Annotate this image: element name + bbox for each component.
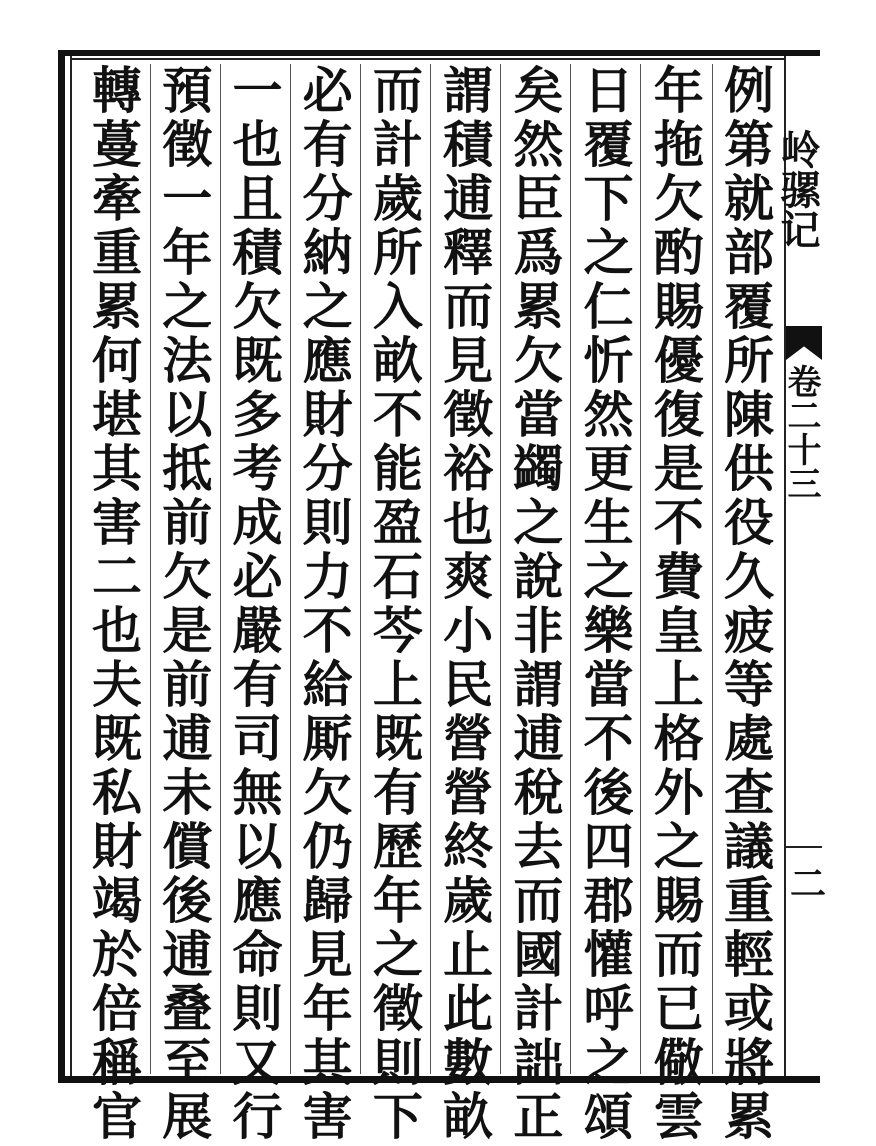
text-char: 其 (302, 1033, 353, 1092)
text-char: 之 (372, 925, 423, 984)
text-char: 於 (92, 925, 142, 984)
text-char: 生 (583, 493, 634, 552)
text-column (88, 61, 146, 1146)
text-char: 財 (92, 817, 142, 876)
text-char: 有 (232, 655, 283, 714)
text-char: 等 (723, 655, 774, 714)
text-char: 欠 (302, 763, 353, 822)
text-char: 私 (92, 763, 142, 822)
text-char: 復 (653, 385, 704, 444)
text-char: 酌 (653, 223, 704, 282)
text-char: 之 (583, 547, 634, 606)
text-char: 納 (302, 223, 353, 282)
text-char: 役 (723, 493, 774, 552)
text-char: 更 (583, 439, 634, 498)
text-char: 竭 (92, 871, 142, 930)
text-char: 國 (513, 925, 564, 984)
text-char: 考 (232, 439, 283, 498)
text-char: 累 (92, 277, 142, 336)
text-char: 之 (653, 817, 704, 876)
text-char: 爲 (513, 223, 564, 282)
text-char: 一 (162, 169, 213, 228)
frame-top-border (60, 50, 820, 56)
fishtail-mark (786, 326, 822, 360)
text-char: 未 (162, 763, 213, 822)
text-column (369, 61, 427, 1146)
text-char: 雲 (653, 1087, 704, 1146)
text-char: 至 (162, 1033, 213, 1092)
text-char: 上 (653, 655, 704, 714)
text-char: 積 (443, 115, 494, 174)
text-column (439, 61, 497, 1146)
text-char: 詘 (513, 1033, 564, 1092)
text-char: 徵 (162, 115, 213, 174)
text-char: 入 (372, 277, 423, 336)
text-char: 歸 (302, 871, 353, 930)
text-char: 年 (372, 871, 423, 930)
text-char: 已 (653, 979, 704, 1038)
text-char: 說 (513, 547, 564, 606)
text-char: 有 (372, 763, 423, 822)
text-char: 後 (583, 763, 634, 822)
text-char: 法 (162, 331, 213, 390)
text-char: 爽 (443, 547, 494, 606)
text-char: 懽 (583, 925, 634, 984)
text-char: 命 (232, 925, 283, 984)
text-char: 堪 (92, 385, 142, 444)
text-char: 計 (513, 979, 564, 1038)
text-char: 以 (162, 385, 213, 444)
text-char: 當 (583, 655, 634, 714)
text-char: 皇 (653, 601, 704, 660)
text-char: 能 (372, 439, 423, 498)
text-char: 當 (513, 385, 564, 444)
text-char: 覆 (723, 277, 774, 336)
text-char: 既 (372, 709, 423, 768)
text-char: 查 (723, 763, 774, 822)
text-char: 欠 (653, 169, 704, 228)
text-char: 格 (653, 709, 704, 768)
text-char: 呼 (583, 979, 634, 1038)
text-char: 或 (723, 979, 774, 1038)
text-char: 財 (302, 385, 353, 444)
text-char: 歲 (443, 871, 494, 930)
text-char: 夫 (92, 655, 142, 714)
text-char: 去 (513, 817, 564, 876)
text-char: 然 (583, 385, 634, 444)
text-char: 叠 (162, 979, 213, 1038)
text-char: 重 (723, 871, 774, 930)
frame-inner-top-border (72, 58, 784, 60)
text-char: 無 (232, 763, 283, 822)
text-column (228, 61, 286, 1146)
text-char: 第 (723, 115, 774, 174)
text-char: 前 (162, 493, 213, 552)
text-char: 力 (302, 547, 353, 606)
text-char: 必 (302, 61, 353, 120)
text-char: 逋 (443, 169, 494, 228)
text-char: 歷 (372, 817, 423, 876)
margin-divider (786, 846, 822, 848)
text-char: 年 (653, 61, 704, 120)
text-char: 盈 (372, 493, 423, 552)
text-char: 厮 (302, 709, 353, 768)
text-column (580, 61, 638, 1146)
text-char: 之 (583, 1033, 634, 1092)
text-char: 既 (92, 709, 142, 768)
text-char: 例 (723, 61, 774, 120)
text-char: 年 (302, 979, 353, 1038)
text-char: 也 (443, 493, 494, 552)
text-char: 見 (302, 925, 353, 984)
text-char: 二 (92, 547, 142, 606)
text-char: 樂 (583, 601, 634, 660)
text-char: 非 (513, 601, 564, 660)
text-char: 是 (653, 439, 704, 498)
text-char: 有 (302, 115, 353, 174)
text-char: 蔓 (92, 115, 142, 174)
text-char: 逋 (513, 709, 564, 768)
text-char: 既 (232, 331, 283, 390)
text-char: 嚴 (232, 601, 283, 660)
text-char: 不 (372, 385, 423, 444)
text-char: 頌 (583, 1087, 634, 1146)
text-char: 抵 (162, 439, 213, 498)
text-column (299, 61, 357, 1146)
text-char: 不 (302, 601, 353, 660)
text-char: 數 (443, 1033, 494, 1092)
text-char: 謂 (513, 655, 564, 714)
text-char: 欠 (232, 277, 283, 336)
text-char: 然 (513, 115, 564, 174)
text-char: 徵 (443, 385, 494, 444)
text-char: 成 (232, 493, 283, 552)
text-char: 轉 (92, 61, 142, 120)
text-char: 稱 (92, 1033, 142, 1092)
text-char: 而 (372, 61, 423, 120)
text-char: 逋 (162, 925, 213, 984)
text-char: 前 (162, 655, 213, 714)
text-char: 費 (653, 547, 704, 606)
text-char: 陳 (723, 385, 774, 444)
frame-left-inner-border (70, 56, 72, 1076)
text-char: 所 (372, 223, 423, 282)
text-column (509, 61, 567, 1146)
text-char: 而 (513, 871, 564, 930)
text-char: 矣 (513, 61, 564, 120)
text-char: 也 (232, 115, 283, 174)
text-char: 儆 (653, 1033, 704, 1092)
text-char: 外 (653, 763, 704, 822)
text-char: 日 (583, 61, 634, 120)
text-char: 何 (92, 331, 142, 390)
text-char: 多 (232, 385, 283, 444)
margin-juan: 卷二十三 (781, 364, 821, 500)
text-char: 逋 (162, 709, 213, 768)
text-char: 議 (723, 817, 774, 876)
text-char: 欠 (162, 547, 213, 606)
text-char: 芩 (372, 601, 423, 660)
text-char: 終 (443, 817, 494, 876)
text-char: 蠲 (513, 439, 564, 498)
text-char: 其 (92, 439, 142, 498)
text-char: 官 (92, 1087, 142, 1146)
text-char: 處 (723, 709, 774, 768)
text-char: 司 (232, 709, 283, 768)
text-char: 分 (302, 439, 353, 498)
text-column (650, 61, 708, 1146)
text-char: 部 (723, 223, 774, 282)
text-char: 拖 (653, 115, 704, 174)
margin-page-number: 二 (790, 863, 827, 905)
text-body (88, 61, 778, 1146)
text-char: 賜 (653, 277, 704, 336)
margin-strip (774, 56, 827, 1076)
text-char: 裕 (443, 439, 494, 498)
text-char: 此 (443, 979, 494, 1038)
text-char: 供 (723, 439, 774, 498)
frame-left-border (58, 50, 65, 1083)
text-char: 石 (372, 547, 423, 606)
text-char: 必 (232, 547, 283, 606)
text-char: 下 (583, 169, 634, 228)
text-char: 累 (723, 1087, 774, 1146)
text-char: 營 (443, 709, 494, 768)
text-char: 優 (653, 331, 704, 390)
text-char: 疲 (723, 601, 774, 660)
text-char: 而 (653, 925, 704, 984)
margin-title: 岭骡记 (774, 129, 821, 249)
text-char: 所 (723, 331, 774, 390)
text-char: 仍 (302, 817, 353, 876)
text-char: 則 (232, 979, 283, 1038)
text-char: 計 (372, 115, 423, 174)
text-char: 之 (583, 223, 634, 282)
text-char: 以 (232, 817, 283, 876)
text-char: 見 (443, 331, 494, 390)
text-char: 臣 (513, 169, 564, 228)
text-char: 牽 (92, 169, 142, 228)
text-char: 小 (443, 601, 494, 660)
text-char: 累 (513, 277, 564, 336)
text-char: 也 (92, 601, 142, 660)
text-char: 稅 (513, 763, 564, 822)
text-char: 欠 (513, 331, 564, 390)
text-char: 營 (443, 763, 494, 822)
text-char: 畝 (372, 331, 423, 390)
text-char: 倍 (92, 979, 142, 1038)
text-char: 之 (162, 277, 213, 336)
text-char: 應 (232, 871, 283, 930)
text-char: 且 (232, 169, 283, 228)
text-char: 害 (92, 493, 142, 552)
text-char: 之 (513, 493, 564, 552)
text-column (720, 61, 778, 1146)
text-char: 畝 (443, 1087, 494, 1146)
text-char: 行 (232, 1087, 283, 1146)
text-char: 之 (302, 277, 353, 336)
text-char: 重 (92, 223, 142, 282)
text-char: 不 (583, 709, 634, 768)
text-char: 而 (443, 277, 494, 336)
text-char: 是 (162, 601, 213, 660)
text-char: 徵 (372, 979, 423, 1038)
text-char: 將 (723, 1033, 774, 1092)
text-char: 久 (723, 547, 774, 606)
text-char: 民 (443, 655, 494, 714)
text-char: 就 (723, 169, 774, 228)
text-char: 郡 (583, 871, 634, 930)
text-char: 賜 (653, 871, 704, 930)
text-char: 上 (372, 655, 423, 714)
text-char: 後 (162, 871, 213, 930)
text-char: 不 (653, 493, 704, 552)
text-char: 釋 (443, 223, 494, 282)
text-char: 止 (443, 925, 494, 984)
text-char: 歲 (372, 169, 423, 228)
text-char: 分 (302, 169, 353, 228)
text-char: 覆 (583, 115, 634, 174)
text-char: 四 (583, 817, 634, 876)
text-char: 一 (232, 61, 283, 120)
text-char: 下 (372, 1087, 423, 1146)
text-char: 積 (232, 223, 283, 282)
text-char: 預 (162, 61, 213, 120)
text-char: 又 (232, 1033, 283, 1092)
text-char: 償 (162, 817, 213, 876)
text-column (158, 61, 216, 1146)
text-char: 給 (302, 655, 353, 714)
text-char: 年 (162, 223, 213, 282)
text-char: 忻 (583, 331, 634, 390)
text-char: 展 (162, 1087, 213, 1146)
text-char: 正 (513, 1087, 564, 1146)
text-char: 仁 (583, 277, 634, 336)
text-char: 則 (302, 493, 353, 552)
text-char: 輕 (723, 925, 774, 984)
text-char: 則 (372, 1033, 423, 1092)
text-char: 應 (302, 331, 353, 390)
text-char: 謂 (443, 61, 494, 120)
text-char: 害 (302, 1087, 353, 1146)
